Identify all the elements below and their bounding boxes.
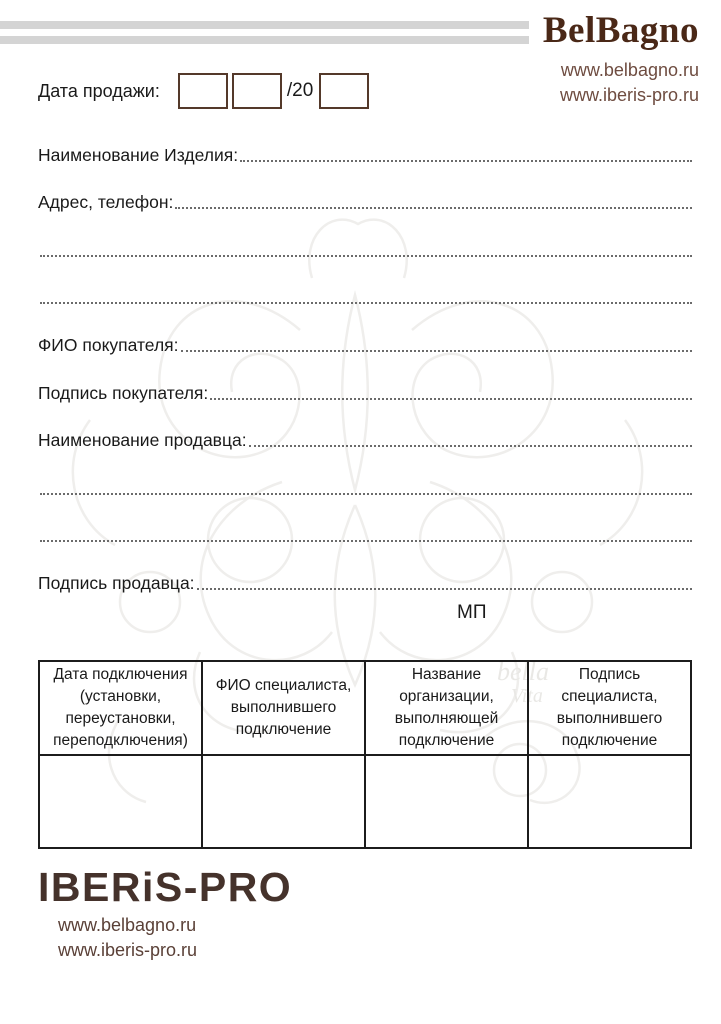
sale-date-label: Дата продажи: [38,80,160,101]
footer-logo-iberis-pro: IBERiS-PRO [38,864,293,910]
table-cell-empty[interactable] [202,755,365,848]
field-continuation-line [38,213,692,261]
decorative-bar-top-1 [0,21,529,29]
field-seller-name [38,404,692,452]
table-cell-empty[interactable] [39,755,202,848]
dotted-fill-line[interactable] [40,255,692,257]
field-label: Адрес, телефон: [38,192,174,213]
date-year-box[interactable] [319,73,369,109]
decorative-bar-top-2 [0,36,529,44]
date-day-box[interactable] [178,73,228,109]
sale-date-row [38,72,369,110]
field-continuation-line [38,451,692,499]
col-header-organization: Название организации, выполняющей подключение [365,661,528,755]
dotted-fill-line[interactable] [40,493,692,495]
dotted-fill-line[interactable] [181,350,692,352]
table-row [39,755,691,848]
field-label: Наименование Изделия: [38,144,239,165]
header-brand-block [543,10,699,108]
field-buyer-name [38,308,692,356]
field-product-name [38,118,692,166]
header-url-belbagno: www.belbagno.ru [560,60,699,80]
field-label: Наименование продавца: [38,430,247,451]
watermark-line1: bella [497,657,549,686]
dotted-fill-line[interactable] [40,540,692,542]
field-buyer-signature [38,356,692,404]
table-cell-empty[interactable] [528,755,691,848]
field-label: Подпись покупателя: [38,382,209,403]
header-url-iberis: www.iberis-pro.ru [559,85,699,105]
field-address-phone [38,166,692,214]
footer-url-iberis: www.iberis-pro.ru [58,940,198,960]
col-header-specialist-name: ФИО специалиста, выполнившего подключение [202,661,365,755]
dotted-fill-line[interactable] [240,160,692,162]
dotted-fill-line[interactable] [197,588,692,590]
col-header-connection-date: Дата подключения (установки, переустановки, переподключения) [39,661,202,755]
year-prefix-label: /20 [286,80,314,101]
field-label: ФИО покупателя: [38,334,179,355]
field-seller-signature [38,546,692,594]
field-continuation-line [38,261,692,309]
field-label: Подпись продавца: [38,572,195,593]
col-header-specialist-signature: Подпись специалиста, выполнившего подключение [528,661,691,755]
form-fields [38,118,692,594]
field-continuation-line [38,499,692,547]
connection-table [38,657,692,849]
dotted-fill-line[interactable] [175,207,692,209]
footer-url-belbagno: www.belbagno.ru [58,915,197,935]
date-month-box[interactable] [232,73,282,109]
dotted-fill-line[interactable] [40,302,692,304]
dotted-fill-line[interactable] [249,445,692,447]
table-cell-empty[interactable] [365,755,528,848]
dotted-fill-line[interactable] [210,398,692,400]
table-header-row [39,661,691,755]
brand-logo-belbagno: BelBagno [542,10,699,51]
stamp-placeholder-label: МП [457,602,487,623]
watermark-line2: Vita [511,685,543,707]
